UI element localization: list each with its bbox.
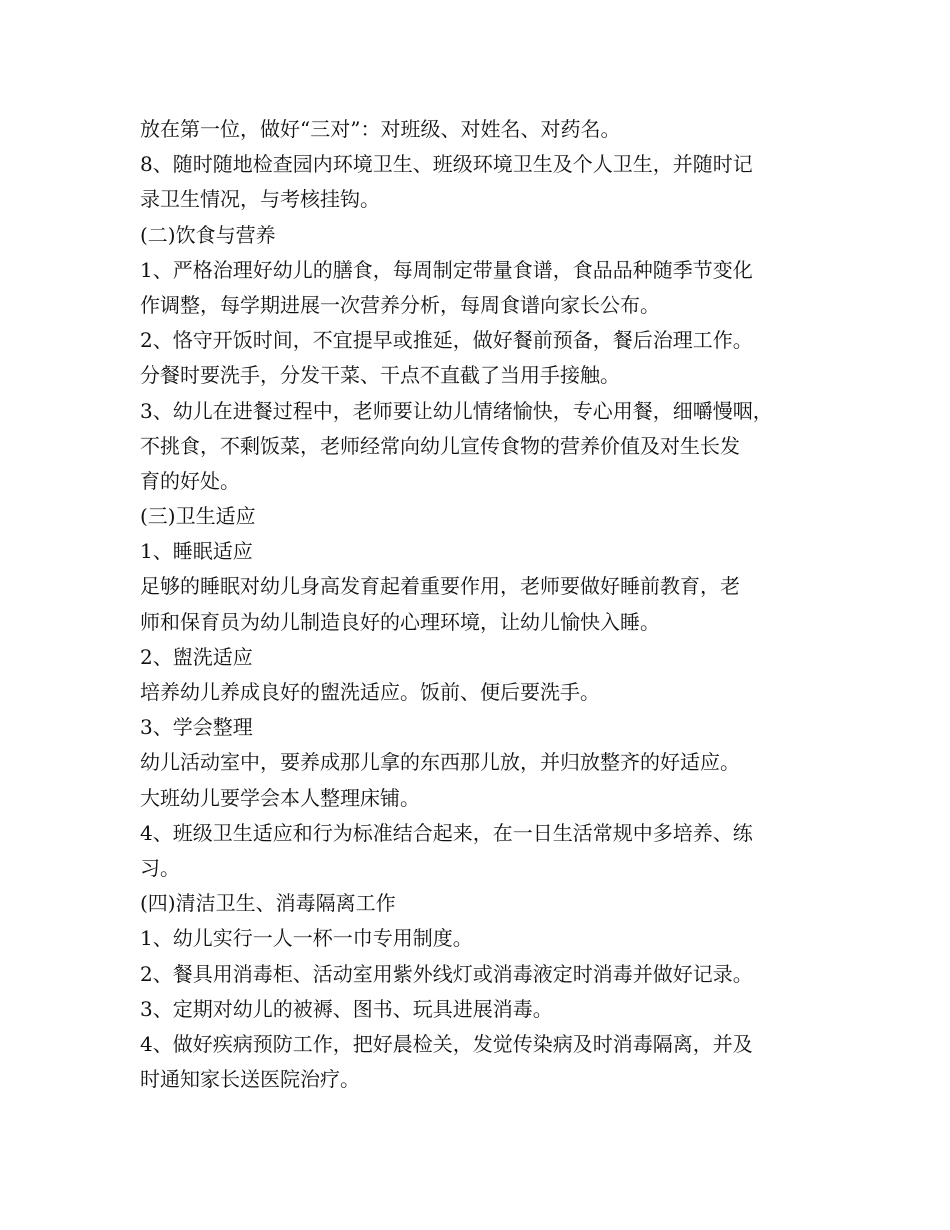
text-line: 2、餐具用消毒柜、活动室用紫外线灯或消毒液定时消毒并做好记录。 xyxy=(140,961,753,986)
document-body xyxy=(140,112,820,1097)
text-line: 培养幼儿养成良好的盥洗适应。饭前、便后要洗手。 xyxy=(140,680,600,704)
text-line: 2、恪守开饭时间，不宜提早或推延，做好餐前预备，餐后治理工作。 xyxy=(140,328,753,353)
text-line: 作调整，每学期进展一次营养分析，每周食谱向家长公布。 xyxy=(140,292,660,317)
section-heading: (四)清洁卫生、消毒隔离工作 xyxy=(140,891,396,916)
text-line: 习。 xyxy=(140,855,180,880)
text-line: 录卫生情况，与考核挂钩。 xyxy=(140,187,380,212)
text-line: 4、班级卫生适应和行为标准结合起来，在一日生活常规中多培养、练 xyxy=(140,820,753,845)
text-line: 3、定期对幼儿的被褥、图书、玩具进展消毒。 xyxy=(140,996,553,1021)
text-line: 足够的睡眠对幼儿身高发育起着重要作用，老师要做好睡前教育，老 xyxy=(140,574,740,599)
section-heading: (三)卫生适应 xyxy=(140,504,256,529)
text-line: 1、严格治理好幼儿的膳食，每周制定带量食谱，食品品种随季节变化 xyxy=(140,257,753,282)
text-line: 师和保育员为幼儿制造良好的心理环境，让幼儿愉快入睡。 xyxy=(140,609,660,634)
text-line: 大班幼儿要学会本人整理床铺。 xyxy=(140,785,420,810)
text-line: 放在第一位，做好“三对”：对班级、对姓名、对药名。 xyxy=(140,117,621,141)
text-line: 1、幼儿实行一人一杯一巾专用制度。 xyxy=(140,926,473,951)
text-line: 8、随时随地检查园内环境卫生、班级环境卫生及个人卫生，并随时记 xyxy=(140,152,753,177)
text-line: 不挑食，不剩饭菜，老师经常向幼儿宣传食物的营养价值及对生长发 xyxy=(140,433,740,458)
text-line: 3、幼儿在进餐过程中，老师要让幼儿情绪愉快，专心用餐，细嚼慢咽， xyxy=(140,398,773,423)
sub-heading: 3、学会整理 xyxy=(140,715,253,740)
text-line: 幼儿活动室中，要养成那儿拿的东西那儿放，并归放整齐的好适应。 xyxy=(140,750,740,775)
text-line: 时通知家长送医院治疗。 xyxy=(140,1067,360,1092)
text-line: 4、做好疾病预防工作，把好晨检关，发觉传染病及时消毒隔离，并及 xyxy=(140,1031,753,1056)
sub-heading: 2、盥洗适应 xyxy=(140,644,253,669)
text-line: 分餐时要洗手，分发干菜、干点不直截了当用手接触。 xyxy=(140,363,620,388)
text-line: 育的好处。 xyxy=(140,468,240,493)
sub-heading: 1、睡眠适应 xyxy=(140,539,253,564)
section-heading: (二)饮食与营养 xyxy=(140,222,276,247)
